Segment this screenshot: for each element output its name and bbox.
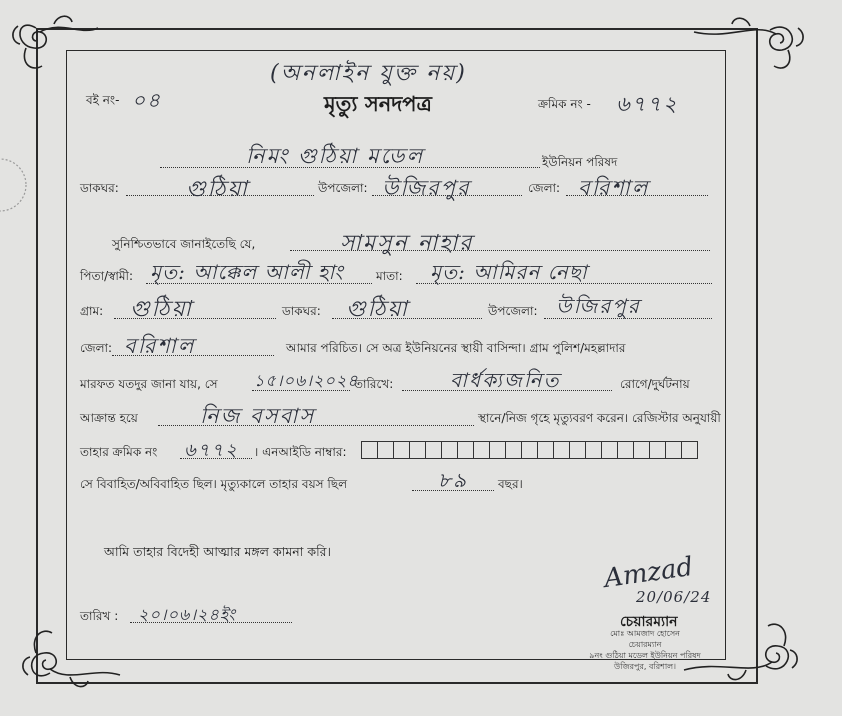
- post-label: ডাকঘর:: [80, 181, 119, 195]
- body-district-label: জেলা:: [80, 341, 113, 355]
- place-text: স্থানে/নিজ গৃহে মৃত্যুবরণ করেন। রেজিস্টার অনুযায়ী: [478, 411, 721, 425]
- nid-label: । এনআইডি নাম্বার:: [254, 445, 347, 459]
- affected-label: আক্রান্ত হয়ে: [80, 411, 138, 425]
- body-district-value: বরিশাল: [124, 334, 196, 358]
- body-post-value: গুঠিয়া: [346, 297, 409, 322]
- page-title: মৃত্যু সনদপত্র: [324, 92, 432, 116]
- father-label: পিতা/স্বামী:: [80, 269, 134, 283]
- faded-seal: [0, 150, 30, 220]
- union-label: ইউনিয়ন পরিষদ: [542, 155, 618, 169]
- corner-ornament-top-right: [690, 6, 810, 76]
- body-upazila-label: উপজেলা:: [488, 304, 538, 318]
- resident-text: আমার পরিচিত। সে অত্র ইউনিয়নের স্থায়ী বাসিন্দা। গ্রাম পুলিশ/মহল্লাদার: [286, 341, 626, 355]
- online-note: (অনলাইন যুক্ত নয়): [270, 61, 467, 86]
- stamp-line-1: মোঃ আমজাদ হোসেন: [610, 629, 680, 638]
- union-value: নিমং গুঠিয়া মডেল: [246, 144, 425, 168]
- upazila-label: উপজেলা:: [318, 181, 368, 195]
- mother-value: মৃত: আমিরন নেছা: [430, 260, 588, 284]
- age-unit: বছর।: [498, 477, 523, 491]
- chairman-stamp: [580, 628, 710, 672]
- marital-text: সে বিবাহিত/অবিবাহিত ছিল। মৃত্যুকালে তাহার বয়স ছিল: [80, 477, 348, 491]
- reg-label: তাহার ক্রমিক নং: [80, 445, 158, 459]
- father-value: মৃত: আক্কেল আলী হাং: [150, 260, 344, 284]
- chairman-label: চেয়ারম্যান: [620, 614, 678, 630]
- body-post-label: ডাকঘর:: [282, 304, 321, 318]
- prayer-text: আমি তাহার বিদেহী আত্মার মঙ্গল কামনা করি।: [104, 544, 332, 559]
- village-label: গ্রাম:: [80, 304, 104, 318]
- deceased-name: সামসুন নাহার: [340, 231, 474, 256]
- disease-value: বার্ধক্যজনিত: [450, 368, 561, 392]
- mother-label: মাতা:: [376, 269, 403, 283]
- corner-ornament-bottom-left: [14, 615, 124, 705]
- district-label: জেলা:: [528, 181, 561, 195]
- village-value: গুঠিয়া: [130, 297, 193, 322]
- date-label: তারিখে:: [354, 377, 394, 391]
- signature-date: 20/06/24: [636, 588, 712, 606]
- stamp-line-4: উজিরপুর, বরিশাল।: [613, 662, 676, 671]
- post-value: গুঠিয়া: [186, 177, 249, 202]
- reg-value: ৬৭৭২: [184, 440, 239, 461]
- signature: Amzad: [602, 551, 695, 595]
- footer-date-value: ২০।০৬।২৪ইং: [138, 605, 237, 624]
- disease-label: রোগে/দুর্ঘটনায়: [620, 377, 690, 391]
- book-no-label: বই নং-: [86, 93, 120, 107]
- district-value: বরিশাল: [578, 176, 650, 200]
- age-value: ৮৯: [438, 468, 468, 492]
- place-value: নিজ বসবাস: [200, 404, 316, 428]
- stamp-line-3: ৯নং গুঠিয়া মডেল ইউনিয়ন পরিষদ: [589, 651, 701, 660]
- serial-label: ক্রমিক নং -: [538, 97, 591, 111]
- book-no-value: ০৪: [132, 88, 162, 112]
- stamp-line-2: চেয়ারম্যান: [628, 640, 662, 649]
- through-text: মারফত যতদুর জানা যায়, সে: [80, 377, 218, 391]
- serial-value: ৬৭৭২: [616, 92, 679, 116]
- death-date-value: ১৫।০৬।২০২৪: [254, 371, 359, 390]
- body-upazila-value: উজিরপুর: [556, 294, 641, 318]
- upazila-value: উজিরপুর: [382, 176, 471, 200]
- nid-boxes: [362, 441, 698, 463]
- corner-ornament-top-left: [6, 6, 102, 76]
- certify-label: সুনিশ্চিতভাবে জানাইতেছি যে,: [112, 237, 256, 251]
- footer-date-label: তারিখ :: [80, 609, 119, 623]
